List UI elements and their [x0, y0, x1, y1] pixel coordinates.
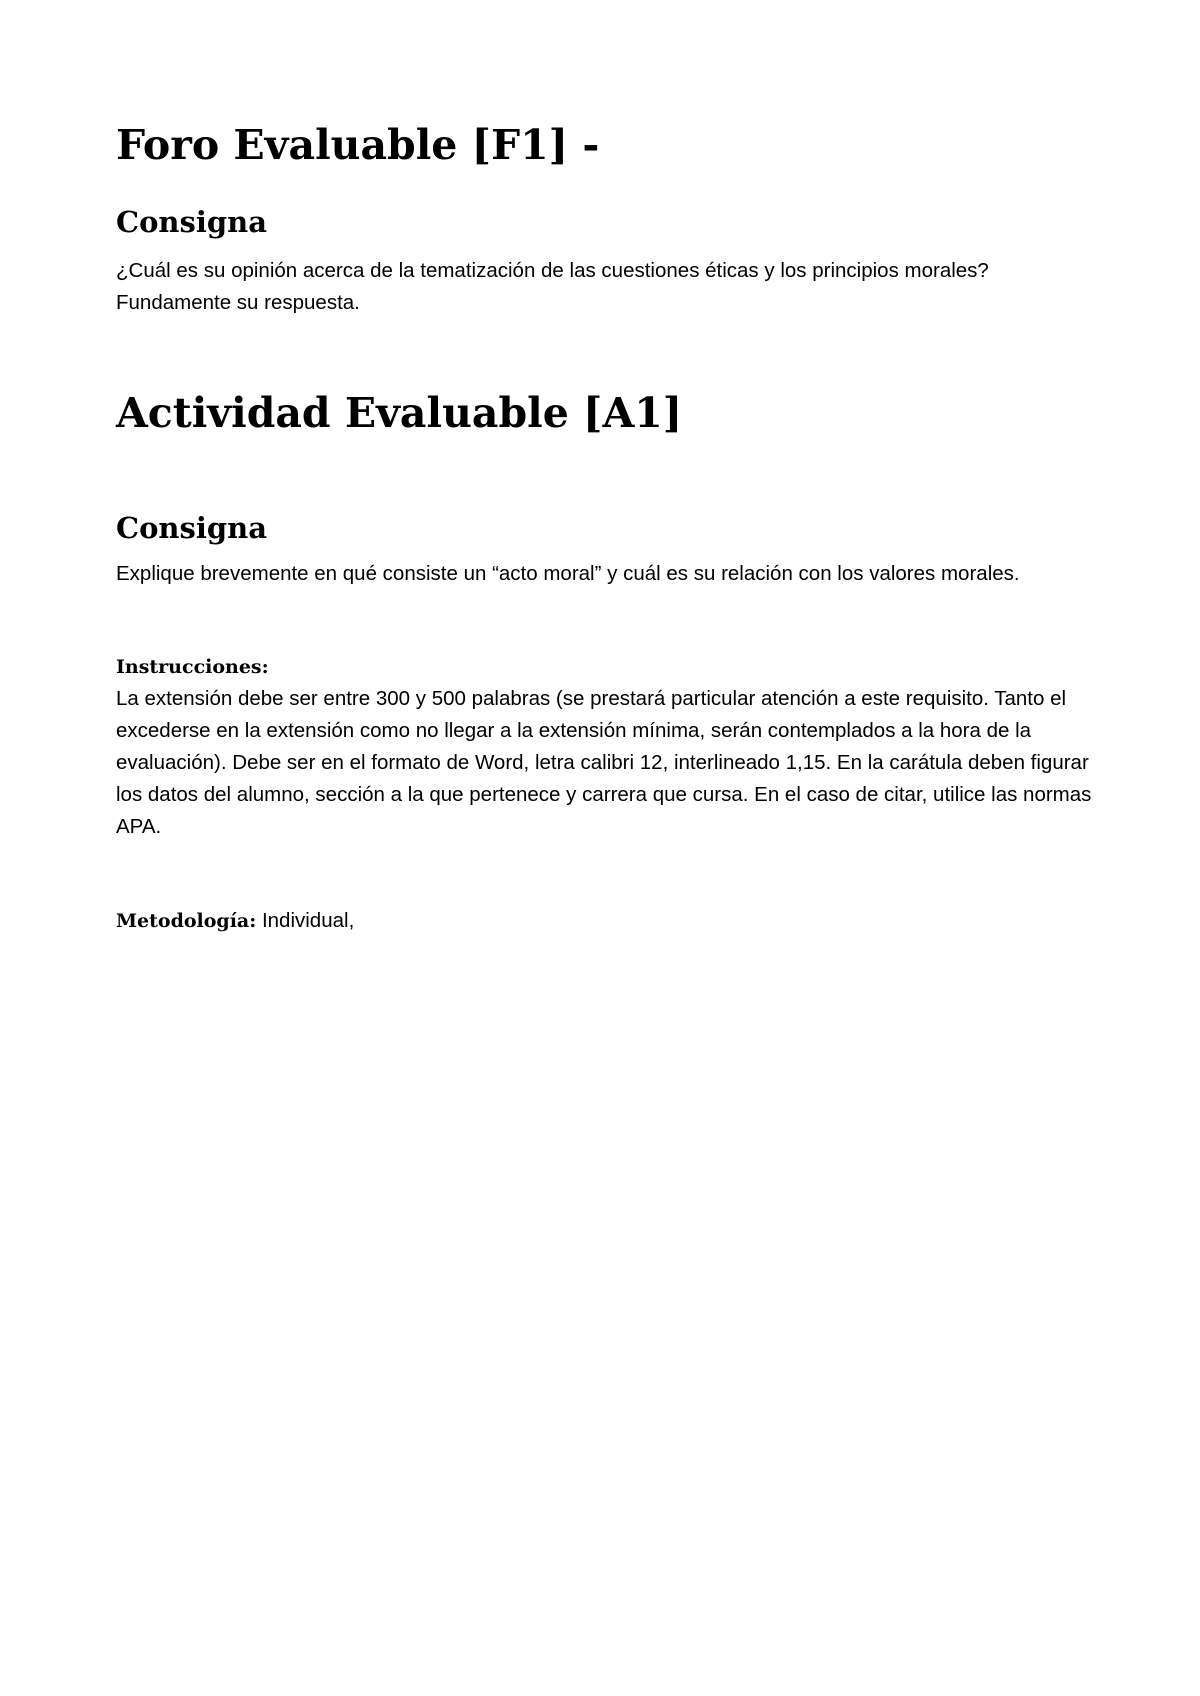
actividad-consigna-text: Explique brevemente en qué consiste un “acto moral” y cuál es su relación con los valores morales. — [116, 562, 1020, 585]
metodologia-label: Metodología: — [116, 910, 257, 932]
metodologia-line — [116, 905, 1096, 937]
instrucciones-text: La extensión debe ser entre 300 y 500 palabras (se prestará particular atención a este requisito. Tanto el excederse en la extensión como no llegar a la extensión mínima, serán contemplados a la hora de la evaluación). Debe ser en el formato de Word, letra calibri 12, interlineado 1,15. En la carátula deben figurar los datos del alumno, sección a la que pertenece y carrera que cursa. En el caso de citar, utilice las normas APA. — [116, 687, 1092, 838]
foro-title: Foro Evaluable [F1] - — [116, 121, 600, 169]
instrucciones-block — [116, 651, 1096, 843]
foro-consigna-text: ¿Cuál es su opinión acerca de la tematización de las cuestiones éticas y los principios morales? Fundamente su respuesta. — [116, 259, 989, 314]
actividad-title: Actividad Evaluable [A1] — [116, 389, 683, 437]
actividad-consigna-heading: Consigna — [116, 511, 268, 545]
foro-consigna-heading: Consigna — [116, 205, 268, 239]
metodologia-value: Individual, — [261, 909, 355, 932]
instrucciones-label: Instrucciones: — [116, 656, 269, 678]
